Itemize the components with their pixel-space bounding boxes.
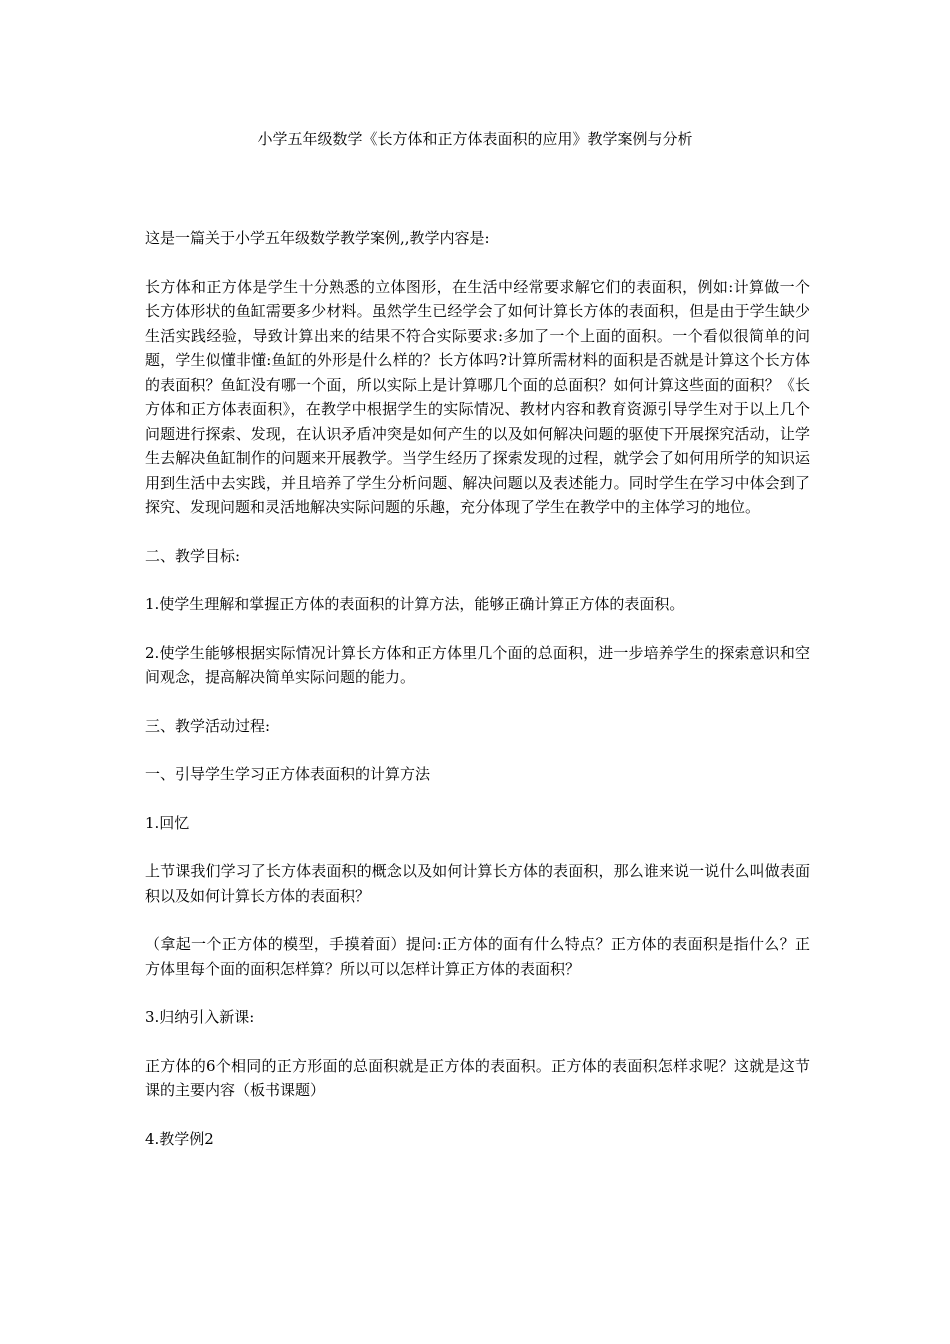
intro-paragraph: 这是一篇关于小学五年级数学教学案例,,教学内容是: [145, 229, 490, 247]
step-heading-summary: 3.归纳引入新课: [145, 1008, 255, 1026]
recall-paragraph: 上节课我们学习了长方体表面积的概念以及如何计算长方体的表面积，那么谁来说一说什么叫做表面积以及如何计算长方体的表面积？ [145, 862, 810, 905]
step-heading-example: 4.教学例2 [145, 1129, 214, 1148]
summary-paragraph: 正方体的6个相同的正方形面的总面积就是正方体的表面积。正方体的表面积怎样求呢？这就是这节课的主要内容（板书课题） [145, 1056, 810, 1099]
document-title: 小学五年级数学《长方体和正方体表面积的应用》教学案例与分析 [257, 130, 693, 148]
document-body [145, 226, 810, 1175]
section-heading-process: 三、教学活动过程: [145, 716, 271, 735]
subsection-heading: 一、引导学生学习正方体表面积的计算方法 [145, 765, 431, 783]
step-heading-recall: 1.回忆 [145, 813, 190, 832]
section-heading-objectives: 二、教学目标: [145, 546, 241, 565]
background-paragraph: 长方体和正方体是学生十分熟悉的立体图形，在生活中经常要求解它们的表面积，例如:计算做一个长方体形状的鱼缸需要多少材料。虽然学生已经学会了如何计算长方体的表面积，但是由于学生缺少生活实践经验，导致计算出来的结果不符合实际要求:多加了一个上面的面积。一个看似很简单的问题，学生似懂非懂:鱼缸的外形是什么样的？长方体吗?计算所需材料的面积是否就是计算这个长方体的表面积？鱼缸没有哪一个面，所以实际上是计算哪几个面的总面积？如何计算这些面的面积？《长方体和正方体表面积》，在教学中根据学生的实际情况、教材内容和教育资源引导学生对于以上几个问题进行探索、发现，在认识矛盾冲突是如何产生的以及如何解决问题的驱使下开展探究活动，让学生去解决鱼缸制作的问题来开展教学。当学生经历了探索发现的过程，就学会了如何用所学的知识运用到生活中去实践，并且培养了学生分析问题、解决问题以及表述能力。同时学生在学习中体会到了探究、发现问题和灵活地解决实际问题的乐趣，充分体现了学生在教学中的主体学习的地位。 [145, 277, 810, 516]
objective-item-1: 1.使学生理解和掌握正方体的表面积的计算方法，能够正确计算正方体的表面积。 [145, 595, 685, 613]
question-paragraph: （拿起一个正方体的模型，手摸着面）提问:正方体的面有什么特点？正方体的表面积是指什么？正方体里每个面的面积怎样算？所以可以怎样计算正方体的表面积？ [145, 935, 810, 978]
objective-item-2: 2.使学生能够根据实际情况计算长方体和正方体里几个面的总面积，进一步培养学生的探索意识和空间观念，提高解决简单实际问题的能力。 [145, 643, 810, 686]
